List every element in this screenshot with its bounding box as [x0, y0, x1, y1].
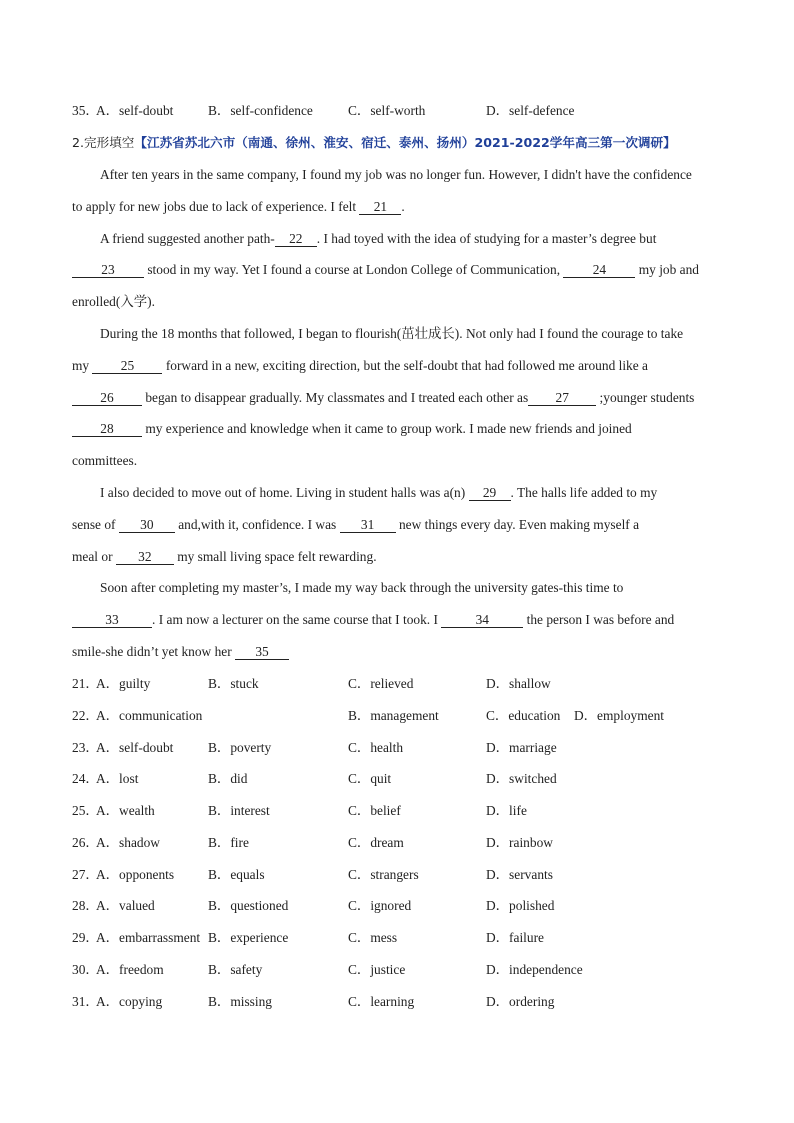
passage-text: my experience and knowledge when it came to group work. I made new friends and joined — [142, 421, 632, 436]
passage-text: began to disappear gradually. My classmates and I treated each other as — [142, 390, 529, 405]
option-d: D．polished — [486, 898, 555, 913]
q35-number: 35． — [72, 103, 99, 118]
passage-line — [72, 549, 377, 565]
section-header — [72, 135, 676, 151]
passage-text: to apply for new jobs due to lack of experience. I felt — [72, 199, 360, 214]
option-a: A．communication — [96, 708, 203, 723]
option-a: A．valued — [96, 898, 155, 913]
option-a: A．lost — [96, 771, 139, 786]
blank-29: 29 — [469, 486, 511, 501]
passage-text: A friend suggested another path- — [100, 231, 275, 246]
passage-line — [72, 612, 674, 628]
question-number: 30． — [72, 962, 99, 977]
option-c: C．learning — [348, 994, 415, 1009]
question-number: 25． — [72, 803, 99, 818]
passage-text: smile-she didn’t yet know her — [72, 644, 236, 659]
question-number: 23． — [72, 740, 99, 755]
option-c: C．health — [348, 740, 404, 755]
option-b: B．poverty — [208, 740, 272, 755]
passage-text: forward in a new, exciting direction, but the self-doubt that had followed me around like a — [162, 358, 648, 373]
section-title: 2.完形填空 — [72, 135, 135, 150]
option-a: A．freedom — [96, 962, 164, 977]
blank-31: 31 — [340, 518, 396, 533]
passage-text: stood in my way. Yet I found a course at London College of Communication, — [144, 262, 564, 277]
question-number: 26． — [72, 835, 99, 850]
option-c: C．mess — [348, 930, 398, 945]
passage-line — [72, 390, 694, 406]
passage-line — [100, 231, 656, 247]
passage-text: . I am now a lecturer on the same course that I took. I — [152, 612, 442, 627]
passage-text: new things every day. Even making myself a — [395, 517, 640, 532]
option-c: C．strangers — [348, 867, 419, 882]
option-a: A．shadow — [96, 835, 160, 850]
passage-text: . The halls life added to my — [510, 485, 658, 500]
option-d: D．servants — [486, 867, 553, 882]
passage-line — [72, 517, 639, 533]
passage-line — [72, 421, 632, 437]
passage-line — [72, 262, 699, 278]
option-a: A．embarrassment — [96, 930, 201, 945]
option-a: A．wealth — [96, 803, 155, 818]
blank-24: 24 — [563, 263, 635, 278]
passage-text: . I had toyed with the idea of studying for a master’s degree but — [316, 231, 657, 246]
passage-text: . — [401, 199, 405, 214]
passage-line: enrolled(入学). — [72, 294, 155, 309]
option-c: C．relieved — [348, 676, 414, 691]
option-a: A．opponents — [96, 867, 175, 882]
passage-text: sense of — [72, 517, 119, 532]
option-d: D．switched — [486, 771, 557, 786]
blank-32: 32 — [116, 550, 174, 565]
option-d: D．shallow — [486, 676, 551, 691]
option-b: B．safety — [208, 962, 263, 977]
option-c: C．ignored — [348, 898, 412, 913]
passage-line: Soon after completing my master’s, I made my way back through the university gates-this time to — [100, 580, 624, 595]
option-a: A．copying — [96, 994, 163, 1009]
passage-text: ;younger students — [596, 390, 695, 405]
option-d: D．marriage — [486, 740, 557, 755]
passage-line — [72, 358, 648, 374]
option-b: B．management — [348, 708, 439, 723]
option-c: C．education — [486, 708, 561, 723]
option-b: B．missing — [208, 994, 272, 1009]
blank-30: 30 — [119, 518, 175, 533]
option-d: D．employment — [574, 708, 665, 723]
passage-line: During the 18 months that followed, I began to flourish(茁壮成长). Not only had I found the courage to take — [100, 326, 684, 341]
option-d: D．life — [486, 803, 527, 818]
blank-26: 26 — [72, 391, 142, 406]
q35-option-c: C．self-worth — [348, 103, 426, 118]
passage-line — [100, 485, 657, 501]
blank-27: 27 — [528, 391, 596, 406]
passage-line: committees. — [72, 453, 138, 468]
option-b: B．stuck — [208, 676, 259, 691]
option-c: C．justice — [348, 962, 406, 977]
q35-option-d: D．self-defence — [486, 103, 575, 118]
passage-text: my job and — [635, 262, 699, 277]
option-b: B．questioned — [208, 898, 289, 913]
option-d: D．independence — [486, 962, 583, 977]
blank-21: 21 — [359, 200, 401, 215]
passage-line: After ten years in the same company, I found my job was no longer fun. However, I didn't have the confidence — [100, 167, 692, 182]
passage-text: the person I was before and — [523, 612, 675, 627]
passage-text: meal or — [72, 549, 116, 564]
question-number: 27． — [72, 867, 99, 882]
option-b: B．experience — [208, 930, 289, 945]
passage-line — [72, 644, 289, 660]
passage-text: I also decided to move out of home. Living in student halls was a(n) — [100, 485, 469, 500]
option-c: C．quit — [348, 771, 392, 786]
option-b: B．equals — [208, 867, 265, 882]
question-number: 21． — [72, 676, 99, 691]
passage-line — [72, 199, 405, 215]
option-d: D．rainbow — [486, 835, 553, 850]
blank-22: 22 — [275, 232, 317, 247]
option-d: D．ordering — [486, 994, 555, 1009]
option-b: B．did — [208, 771, 248, 786]
passage-text: my — [72, 358, 93, 373]
passage-text: my small living space felt rewarding. — [173, 549, 377, 564]
section-source: 【江苏省苏北六市（南通、徐州、淮安、宿迁、泰州、扬州）2021-2022学年高三第一次调研】 — [134, 135, 676, 150]
blank-25: 25 — [92, 359, 162, 374]
option-b: B．fire — [208, 835, 249, 850]
option-d: D．failure — [486, 930, 545, 945]
q35-option-a: A．self-doubt — [96, 103, 174, 118]
blank-34: 34 — [441, 613, 523, 628]
q35-option-b: B．self-confidence — [208, 103, 313, 118]
option-c: C．belief — [348, 803, 401, 818]
question-number: 24． — [72, 771, 99, 786]
blank-33: 33 — [72, 613, 152, 628]
option-b: B．interest — [208, 803, 270, 818]
question-number: 29． — [72, 930, 99, 945]
question-number: 28． — [72, 898, 99, 913]
blank-23: 23 — [72, 263, 144, 278]
passage-text: and,with it, confidence. I was — [174, 517, 340, 532]
blank-35: 35 — [235, 645, 289, 660]
option-c: C．dream — [348, 835, 404, 850]
option-a: A．self-doubt — [96, 740, 174, 755]
question-number: 22． — [72, 708, 99, 723]
option-a: A．guilty — [96, 676, 151, 691]
question-number: 31． — [72, 994, 99, 1009]
blank-28: 28 — [72, 422, 142, 437]
